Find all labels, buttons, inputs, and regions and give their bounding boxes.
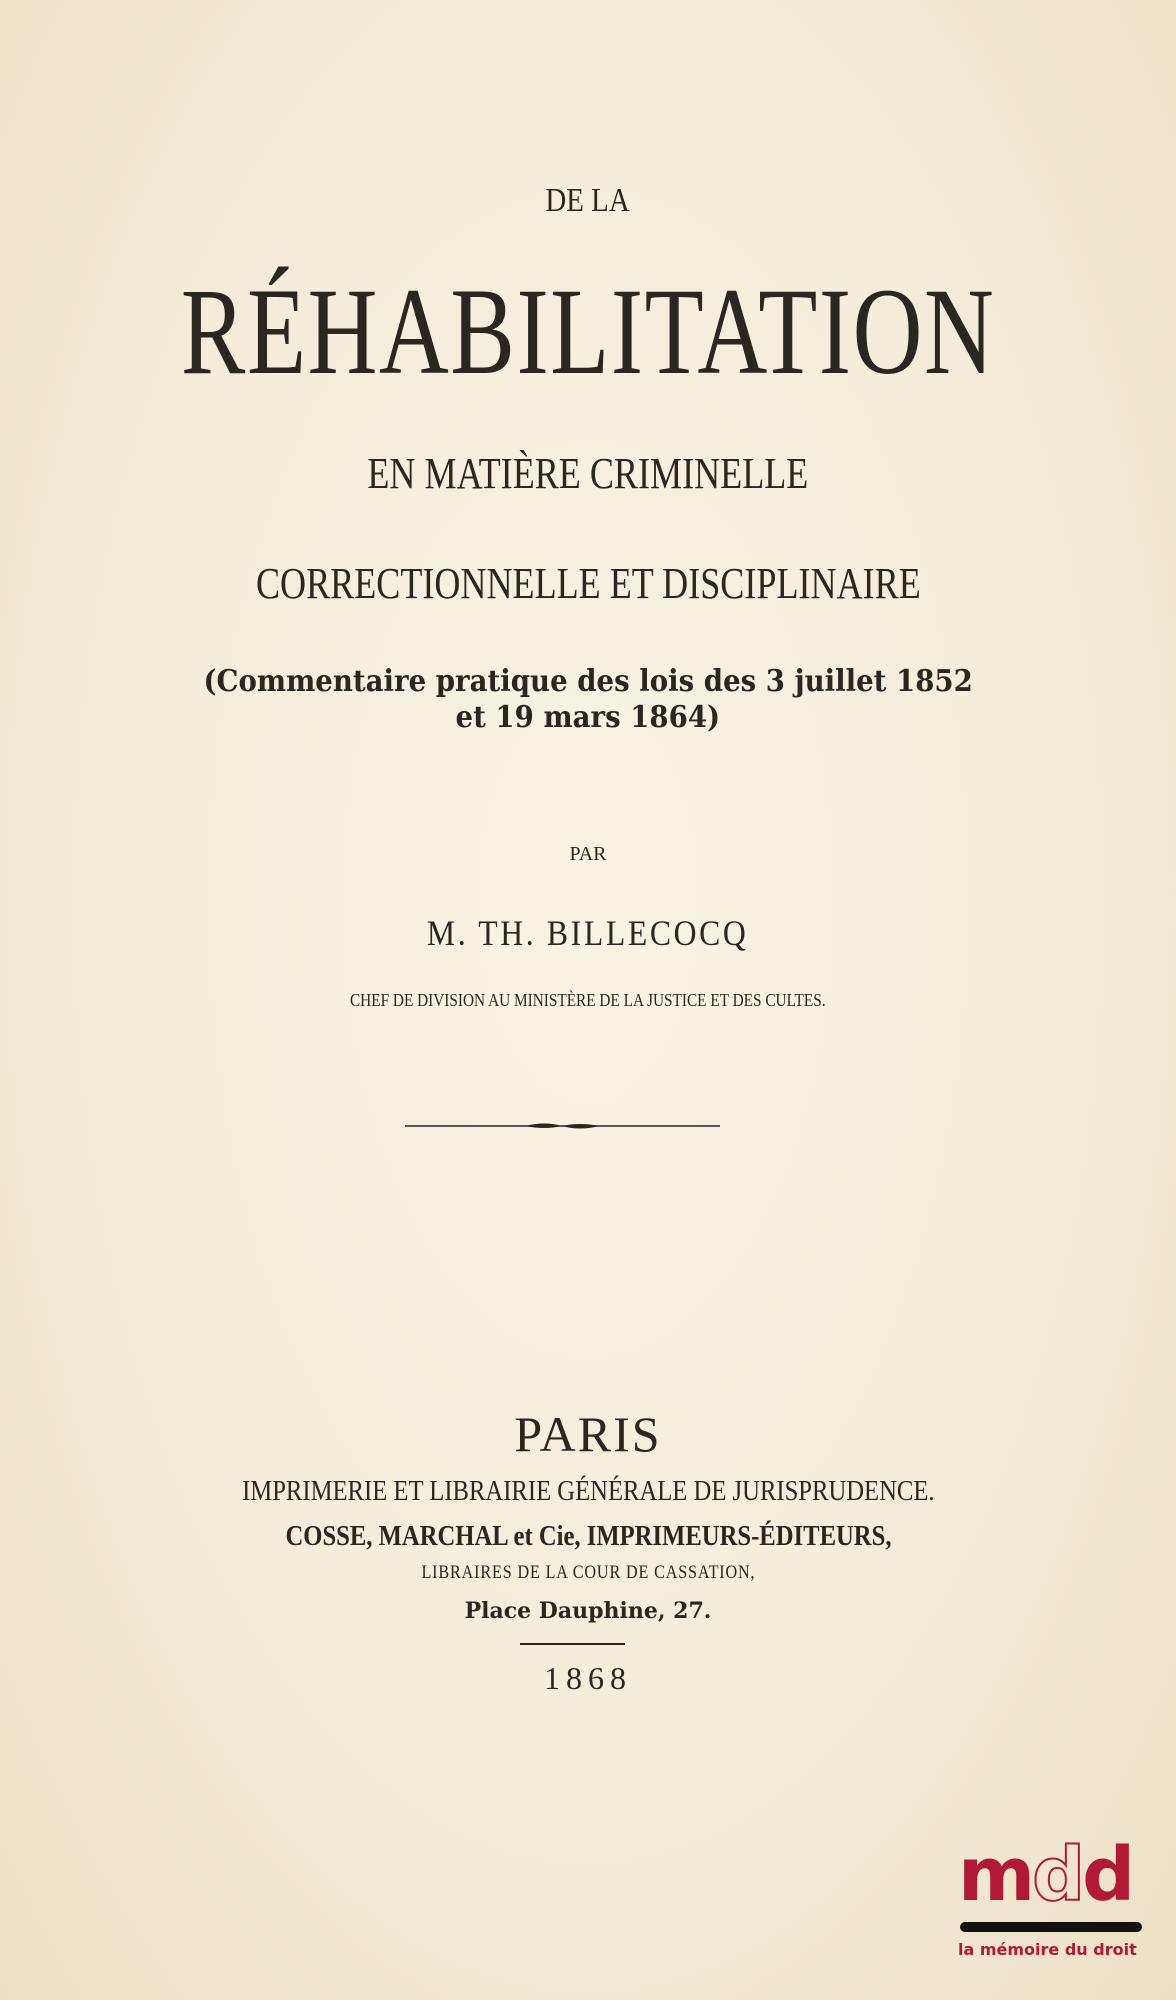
author-name: M. TH. BILLECOCQ (427, 913, 749, 953)
pre-title: DE LA (545, 182, 631, 219)
divider-rule (520, 1643, 625, 1645)
publication-year: 1868 (544, 1660, 632, 1696)
note-line-1: (Commentaire pratique des lois des 3 juillet 1852 (203, 664, 973, 699)
note-line-2: et 19 mars 1864) (455, 700, 721, 735)
mdd-logo (958, 1832, 1168, 1959)
logo-mark: mdd (958, 1832, 1133, 1918)
ornament-divider-icon (405, 1121, 720, 1131)
book-title: RÉHABILITATION (180, 263, 996, 400)
subtitle-1: EN MATIÈRE CRIMINELLE (367, 449, 809, 498)
logo-tagline: la mémoire du droit (958, 1940, 1137, 1959)
imprint-printer-1: IMPRIMERIE ET LIBRAIRIE GÉNÉRALE DE JURISPRUDENCE. (241, 1475, 935, 1507)
logo-bar (960, 1922, 1142, 1932)
author-role: CHEF DE DIVISION AU MINISTÈRE DE LA JUSTICE ET DES CULTES. (350, 990, 826, 1010)
imprint-city: PARIS (514, 1406, 662, 1462)
imprint-printer-3: LIBRAIRES DE LA COUR DE CASSATION, (421, 1562, 755, 1583)
subtitle-2: CORRECTIONNELLE ET DISCIPLINAIRE (255, 559, 921, 608)
imprint-printer-2: COSSE, MARCHAL et Cie, IMPRIMEURS-ÉDITEURS, (284, 1520, 891, 1552)
imprint-address: Place Dauphine, 27. (464, 1598, 712, 1624)
by-label: PAR (569, 843, 607, 865)
